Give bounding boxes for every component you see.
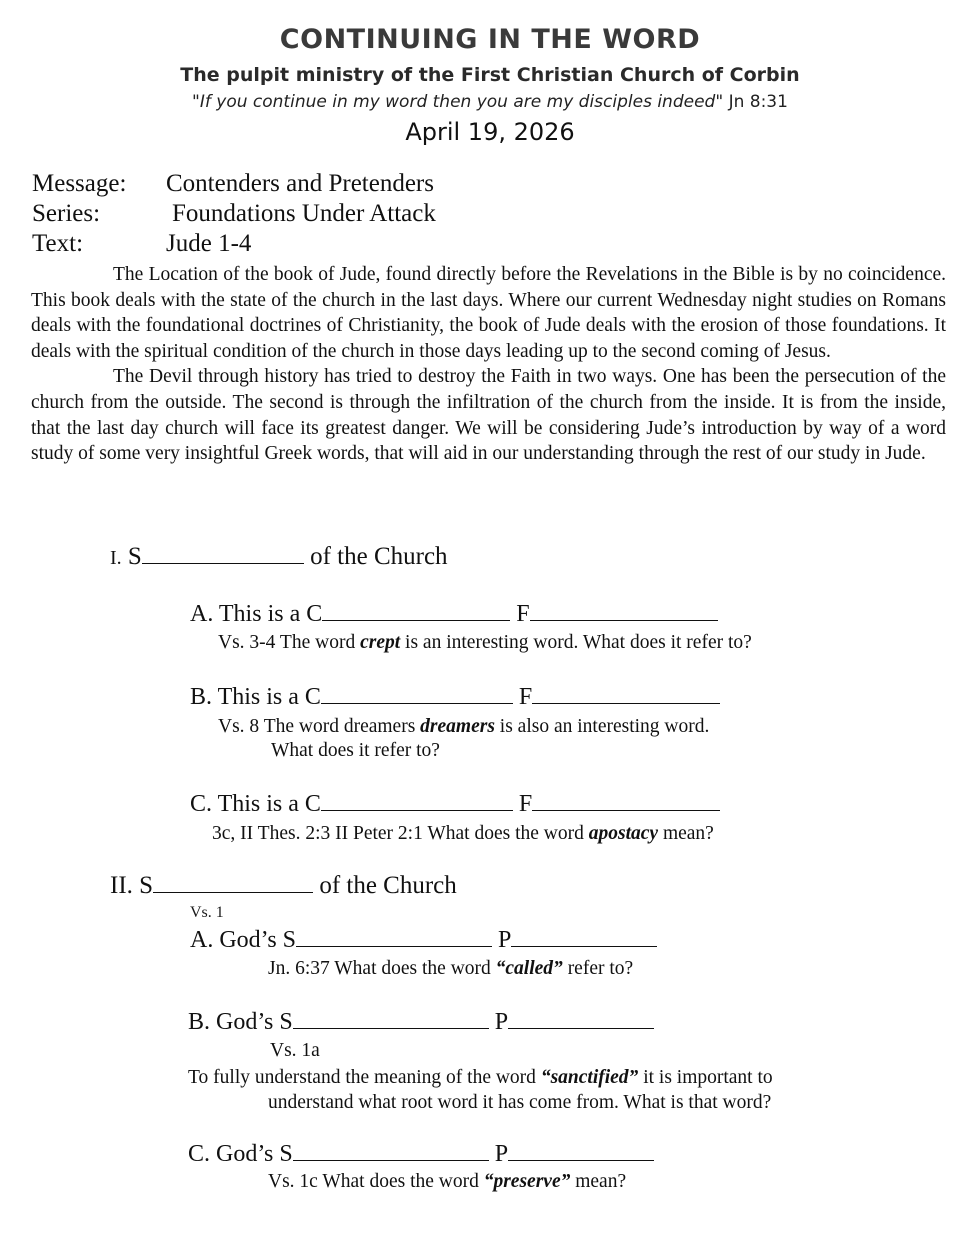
point-2a-label: A. God’s S	[190, 927, 297, 953]
sermon-date: April 19, 2026	[405, 118, 575, 146]
text-value: Jude 1-4	[166, 230, 252, 257]
point-1b-f: F	[518, 684, 533, 710]
point-2a-p: P	[498, 927, 512, 953]
point-2a-note-post: refer to?	[562, 958, 634, 979]
point-1a-blank-f	[530, 600, 718, 621]
series-label: Series:	[32, 200, 101, 227]
point-1a-note-post: is an interesting word. What does it refer to?	[400, 632, 752, 653]
point-2b-note-post: it is important to	[638, 1067, 773, 1088]
point-2b-p: P	[494, 1009, 509, 1035]
point-2b	[188, 1008, 654, 1036]
section-1-letter: S	[127, 543, 142, 570]
point-1a-note-pre: Vs. 3-4 The word	[218, 632, 361, 653]
section-1-numeral: I.	[110, 547, 122, 569]
point-1b-blank-c	[321, 683, 513, 704]
section-2-blank	[153, 872, 313, 893]
point-2a-blank-p	[511, 926, 657, 947]
point-2c-blank-s	[293, 1140, 489, 1161]
point-1c-note	[212, 823, 714, 845]
point-1a	[190, 600, 718, 628]
point-1b-note-line2: What does it refer to?	[271, 740, 440, 761]
point-2c-blank-p	[508, 1140, 654, 1161]
point-1b-blank-f	[532, 683, 720, 704]
point-1c-f: F	[518, 791, 533, 817]
intro-paragraph-1: The Location of the book of Jude, found directly before the Revelations in the Bible is by no coincidence. This book deals with the state of the church in the last days. Where our current Wednesday night studies on Romans deals with the foundational doctrines of Christianity, the book of Jude deals with the erosion of those foundations. It deals with the spiritual condition of the church in those days leading up to the second coming of Jesus.	[31, 264, 946, 362]
section-2-heading	[110, 872, 457, 900]
point-2c-note-word: “preserve”	[483, 1171, 571, 1192]
point-1c-blank-c	[321, 790, 513, 811]
point-2c-note-post: mean?	[570, 1171, 627, 1192]
point-1c-note-word: apostacy	[588, 823, 659, 844]
point-2c-label: C. God’s S	[188, 1141, 293, 1167]
point-2b-note-line2: understand what root word it has come from. What is that word?	[268, 1092, 772, 1113]
point-1b-label: B. This is a C	[190, 684, 321, 710]
message-value: Contenders and Pretenders	[166, 170, 434, 197]
point-1a-f: F	[516, 601, 530, 627]
page-subtitle: The pulpit ministry of the First Christian Church of Corbin	[180, 64, 800, 86]
point-2a-note-word: “called”	[495, 958, 563, 979]
point-1a-blank-c	[322, 600, 510, 621]
verse-quote: "If you continue in my word then you are my disciples indeed"	[192, 92, 724, 112]
point-1b-note	[218, 716, 709, 738]
intro-body	[31, 262, 946, 467]
section-2-letter: S	[139, 872, 154, 899]
point-2b-verse: Vs. 1a	[270, 1040, 320, 1061]
point-1c-note-pre: 3c, II Thes. 2:3 II Peter 2:1 What does the word	[212, 823, 589, 844]
theme-verse	[0, 92, 980, 112]
point-1b-note-word: dreamers	[420, 716, 495, 737]
point-2c-note-pre: Vs. 1c What does the word	[268, 1171, 484, 1192]
point-1b-note-post: is also an interesting word.	[494, 716, 710, 737]
point-2b-note-word: “sanctified”	[540, 1067, 639, 1088]
point-1c-note-post: mean?	[658, 823, 714, 844]
point-2b-label: B. God’s S	[188, 1009, 293, 1035]
section-1-rest: of the Church	[310, 543, 448, 570]
series-value: Foundations Under Attack	[172, 200, 436, 227]
point-2b-blank-p	[508, 1008, 654, 1029]
point-1a-note-word: crept	[360, 632, 401, 653]
point-2b-note-pre: To fully understand the meaning of the word	[188, 1067, 541, 1088]
point-1c-label: C. This is a C	[190, 791, 321, 817]
text-label: Text:	[32, 230, 84, 257]
point-2a-blank-s	[296, 926, 492, 947]
point-2b-blank-s	[293, 1008, 489, 1029]
point-1b-note-pre: Vs. 8 The word dreamers	[218, 716, 421, 737]
point-2a-note	[268, 958, 633, 980]
point-2a	[190, 926, 657, 954]
point-2c-p: P	[494, 1141, 509, 1167]
section-2-verse: Vs. 1	[190, 904, 224, 921]
section-1-heading	[110, 543, 448, 571]
point-2a-note-pre: Jn. 6:37 What does the word	[268, 958, 496, 979]
page-title: CONTINUING IN THE WORD	[279, 24, 701, 55]
section-2-numeral: II.	[110, 872, 133, 899]
message-label: Message:	[32, 170, 127, 197]
intro-paragraph-2: The Devil through history has tried to destroy the Faith in two ways. One has been the persecution of the church from the outside. The second is through the infiltration of the church from the inside. It is from the inside, that the last day church will face its greatest danger. We will be considering Jude’s introduction by way of a word study of some very insightful Greek words, that will aid in our understanding through the rest of our study in Jude.	[31, 366, 946, 465]
point-1a-note	[218, 632, 752, 654]
point-2c-note	[268, 1171, 626, 1193]
verse-reference: Jn 8:31	[728, 92, 788, 112]
point-1b	[190, 683, 720, 711]
section-1-blank	[142, 543, 304, 564]
point-2b-note	[188, 1067, 773, 1089]
section-2-rest: of the Church	[319, 872, 457, 899]
point-1c-blank-f	[532, 790, 720, 811]
point-2c	[188, 1140, 654, 1168]
point-1a-label: A. This is a C	[190, 601, 323, 627]
point-1c	[190, 790, 720, 818]
